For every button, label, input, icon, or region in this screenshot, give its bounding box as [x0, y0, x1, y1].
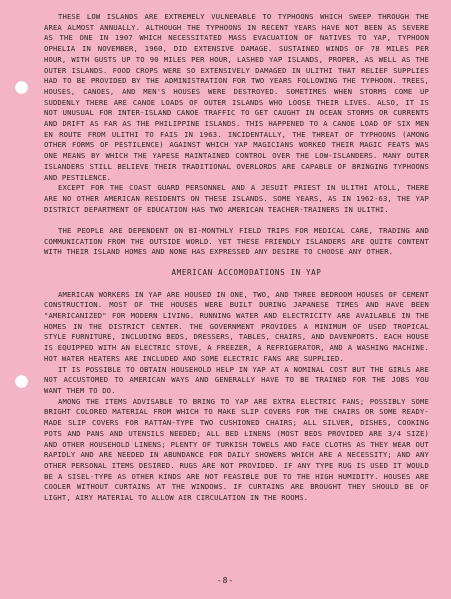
paragraph-field-trips: THE PEOPLE ARE DEPENDENT ON BI-MONTHLY FIELD TRIPS FOR MEDICAL CARE, TRADING AND COMMUNICATION FROM THE OUTSIDE WORLD. YET THESE FRIENDLY ISLANDERS ARE QUITE CONTENT WITH THEIR ISLAND HOMES AND NONE HAS EXPRESSED ANY DESIRE TO CHOOSE ANY OTHER. [44, 225, 429, 257]
punch-hole-bottom [15, 375, 28, 388]
body-text [44, 12, 429, 504]
paragraph-housing: AMERICAN WORKERS IN YAP ARE HOUSED IN ONE, TWO, AND THREE BEDROOM HOUSES OF CEMENT CONSTRUCTION. MOST OF THE HOUSES WERE BUILT DURING JAPANESE TIMES AND HAVE BEEN "AMERICANIZED" FOR MODERN LIVING. RUNNING WATER AND ELECTRICITY ARE AVAILABLE IN THE HOMES IN THE DISTRICT CENTER. THE GOVERNMENT PROVIDES A MINIMUM OF USED TROPICAL STYLE FURNITURE, INCLUDING BEDS, DRESSERS, TABLES, CHAIRS, AND DAVENPORTS. EACH HOUSE IS EQUIPPED WITH AN ELECTRIC STOVE, A FREEZER, A REFRIGERATOR, AND A WASHING MACHINE. HOT WATER HEATERS ARE INCLUDED AND SOME ELECTRIC FANS ARE SUPPLIED. [44, 289, 429, 363]
paragraph-items-to-bring: AMONG THE ITEMS ADVISABLE TO BRING TO YAP ARE EXTRA ELECTRIC FANS; POSSIBLY SOME BRIGHT COLORED MATERIAL FROM WHICH TO MAKE SLIP COVERS FOR THE CHAIRS OR SOME READY-MADE SLIP COVERS FOR RATTAN-TYPE TWO CUSHIONED CHAIRS; ALL SILVER, DISHES, COOKING POTS AND PANS AND UTENSILS NEEDED; ALL BED LINENS (MOST BEDS PROVIDED ARE 3/4 SIZE) AND OTHER HOUSEHOLD LINENS; PLENTY OF TURKISH TOWELS AND FACE CLOTHS AS THEY WEAR OUT RAPIDLY AND ARE NEEDED IN ABUNDANCE FOR DAILY SHOWERS WHICH ARE A NECESSITY; AND ANY OTHER PERSONAL ITEMS DESIRED. RUGS ARE NOT PROVIDED. IF ANY TYPE RUG IS USED IT WOULD BE A SISEL-TYPE AS OTHER KINDS ARE NOT FEASIBLE DUE TO THE HIGH HUMIDITY. HOUSES ARE COOLER WITHOUT CURTAINS AT THE WINDOWS. IF CURTAINS ARE BROUGHT THEY SHOULD BE OF LIGHT, AIRY MATERIAL TO ALLOW AIR CIRCULATION IN THE ROOMS. [44, 396, 429, 503]
paragraph-typhoons: THESE LOW ISLANDS ARE EXTREMELY VULNERABLE TO TYPHOONS WHICH SWEEP THROUGH THE AREA ALMOST ANNUALLY. ALTHOUGH THE TYPHOONS IN RECENT YEARS HAVE NOT BEEN AS SEVERE AS THE ONE IN 1907 WHICH NECESSITATED MASS EVACUATION OF NATIVES TO YAP, TYPHOON OPHELIA IN NOVEMBER, 1960, DID EXTENSIVE DAMAGE. SUSTAINED WINDS OF 78 MILES PER HOUR, WITH GUSTS UP TO 90 MILES PER HOUR, LASHED YAP ISLANDS, PROPER, AS WELL AS THE OUTER ISLANDS. FOOD CROPS WERE SO EXTENSIVELY DAMAGED IN ULITHI THAT RELIEF SUPPLIES HAD TO BE PROVIDED BY THE ADMINISTRATION FOR TWO YEARS FOLLOWING THE TYPHOON. TREES, HOUSES, CANOES, AND MEN'S HOUSES WERE DESTROYED. SOMETIMES WHEN STORMS COME UP SUDDENLY THERE ARE CANOE LOADS OF OUTER ISLANDS WHO LOOSE THEIR LIVES. ALSO, IT IS NOT UNUSUAL FOR INTER-ISLAND CANOE TRAFFIC TO GET CAUGHT IN OCEAN STORMS OR CURRENTS AND DRIFT AS FAR AS THE PHILIPPINE ISLANDS. THIS HAPPENED TO A CANOE LOAD OF SIX MEN EN ROUTE FROM ULITHI TO FAIS IN 1963. INCIDENTALLY, THE THREAT OF TYPHOONS (AMONG OTHER FORMS OF PESTILENCE) AGAINST WHICH YAP MAGICIANS WORKED THEIR MAGIC FEATS WAS ONE MEANS BY WHICH THE YAPESE MAINTAINED CONTROL OVER THE LOW-ISLANDERS. MANY OUTER ISLANDERS STILL BELIEVE THEIR TRADITIONAL OVERLORDS ARE CAPABLE OF BRINGING TYPHOONS AND PESTILENCE. [44, 12, 429, 182]
page-number: -8- [216, 576, 235, 585]
paragraph-residents: EXCEPT FOR THE COAST GUARD PERSONNEL AND A JESUIT PRIEST IN ULITHI ATOLL, THERE ARE NO OTHER AMERICAN RESIDENTS ON THESE ISLANDS. SOME YEARS, AS IN 1962-63, THE YAP DISTRICT DEPARTMENT OF EDUCATION HAS TWO AMERICAN TEACHER-TRAINERS IN ULITHI. [44, 183, 429, 214]
paragraph-household-help: IT IS POSSIBLE TO OBTAIN HOUSEHOLD HELP IN YAP AT A NOMINAL COST BUT THE GIRLS ARE NOT ACCUSTOMED TO AMERICAN WAYS AND GENERALLY HAVE TO BE TRAINED FOR THE JOBS YOU WANT THEM TO DO. [44, 364, 429, 395]
section-heading: AMERICAN ACCOMODATIONS IN YAP [171, 268, 322, 278]
punch-hole-top [15, 81, 28, 94]
